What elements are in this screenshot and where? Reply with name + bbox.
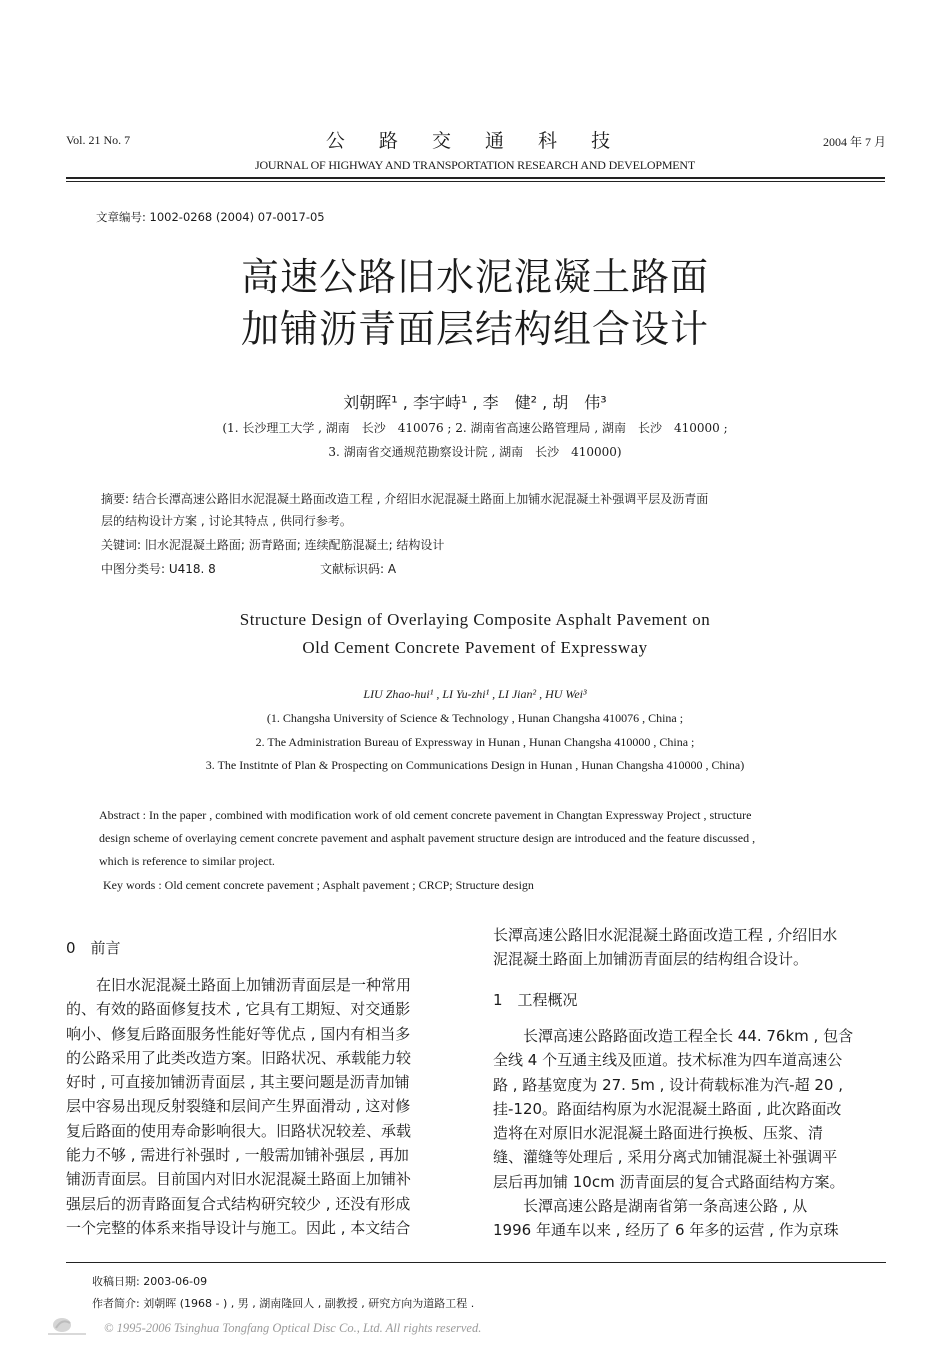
title-cn-line-1: 高速公路旧水泥混凝土路面 xyxy=(240,255,709,299)
body-line: 强层后的沥青路面复合式结构研究较少 , 还没有形成 xyxy=(66,1194,411,1213)
body-line: 1996 年通车以来 , 经历了 6 年多的运营 , 作为京珠 xyxy=(493,1221,839,1240)
body-line: 层后再加铺 10cm 沥青面层的复合式路面结构方案。 xyxy=(493,1172,845,1191)
footnote-rule xyxy=(66,1262,886,1263)
body-line: 铺沥青面层。目前国内对旧水泥混凝土路面上加铺补 xyxy=(66,1170,412,1189)
right-col-continuation xyxy=(493,923,887,972)
title-en-line-2: Old Cement Concrete Pavement of Expressway xyxy=(302,638,648,657)
cnki-logo-icon xyxy=(46,1316,88,1338)
authors-cn: 刘朝晖¹ , 李宇峙¹ , 李 健² , 胡 伟³ xyxy=(343,393,607,412)
body-line: 复后路面的使用寿命影响很大。旧路状况较差、承载 xyxy=(66,1121,412,1140)
header-rule-thin xyxy=(66,181,885,182)
title-cn-line-2: 加铺沥青面层结构组合设计 xyxy=(240,307,709,351)
header-rule-thick xyxy=(66,177,885,179)
authors-en: LIU Zhao-hui¹ , LI Yu-zhi¹ , LI Jian² , HU Wei³ xyxy=(363,687,587,701)
abstract-en-line-2: design scheme of overlaying cement concrete pavement and asphalt pavement structure design are introduced and the feature discussed , xyxy=(99,831,756,845)
body-line: 好时 , 可直接加铺沥青面层 , 其主要问题是沥青加铺 xyxy=(66,1073,410,1092)
affiliation-en-3: 3. The Institnte of Plan & Prospecting on Communications Design in Hunan , Hunan Changsha 410000 , China) xyxy=(205,758,745,772)
affiliation-en-2: 2. The Administration Bureau of Expressway in Hunan , Hunan Changsha 410000 , China ; xyxy=(255,735,695,749)
body-line: 长潭高速公路路面改造工程全长 44. 76km , 包含 xyxy=(493,1027,854,1045)
journal-name-en: JOURNAL OF HIGHWAY AND TRANSPORTATION RESEARCH AND DEVELOPMENT xyxy=(254,158,696,172)
body-line: 泥混凝土路面上加铺沥青面层的结构组合设计。 xyxy=(493,950,809,969)
body-line: 长潭高速公路是湖南省第一条高速公路 , 从 xyxy=(493,1197,808,1216)
body-line: 缝、灌缝等处理后 , 采用分离式加铺混凝土补强调平 xyxy=(493,1148,838,1167)
abstract-en-line-1: Abstract : In the paper , combined with modification work of old cement concrete pavement in Changtan Expressway Project , structure xyxy=(99,808,752,822)
keywords-cn: 关键词: 旧水泥混凝土路面; 沥青路面; 连续配筋混凝土; 结构设计 xyxy=(101,538,445,552)
section-1-body xyxy=(493,1024,887,1243)
body-line: 的公路采用了此类改造方案。旧路状况、承载能力较 xyxy=(66,1048,412,1067)
journal-name-cn: 公 路 交 通 科 技 xyxy=(325,130,625,152)
copyright-notice: © 1995-2006 Tsinghua Tongfang Optical Disc Co., Ltd. All rights reserved. xyxy=(104,1321,482,1335)
section-0-heading: 0 前言 xyxy=(66,939,121,957)
abstract-en-line-3: which is reference to similar project. xyxy=(99,854,275,868)
received-date: 收稿日期: 2003-06-09 xyxy=(92,1275,208,1288)
title-en-line-1: Structure Design of Overlaying Composite Asphalt Pavement on xyxy=(239,610,711,629)
volume-issue: Vol. 21 No. 7 xyxy=(66,133,131,147)
body-line: 在旧水泥混凝土路面上加铺沥青面层是一种常用 xyxy=(66,976,412,994)
section-1-heading: 1 工程概况 xyxy=(493,991,578,1009)
section-0-body xyxy=(66,973,462,1240)
document-code: 文献标识码: A xyxy=(320,562,397,576)
abstract-cn-line-2: 层的结构设计方案 , 讨论其特点 , 供同行参考。 xyxy=(101,514,352,528)
body-line: 能力不够 , 需进行补强时 , 一般需加铺补强层 , 再加 xyxy=(66,1146,409,1165)
body-line: 一个完整的体系来指导设计与施工。因此 , 本文结合 xyxy=(66,1218,411,1237)
affiliation-en-1: (1. Changsha University of Science & Technology , Hunan Changsha 410076 , China ; xyxy=(266,711,684,725)
keywords-en: Key words : Old cement concrete pavement ; Asphalt pavement ; CRCP; Structure design xyxy=(103,878,534,892)
body-line: 长潭高速公路旧水泥混凝土路面改造工程 , 介绍旧水 xyxy=(493,926,838,944)
body-line: 造将在对原旧水泥混凝土路面进行换板、压浆、清 xyxy=(493,1124,824,1143)
body-line: 挂-120。路面结构原为水泥混凝土路面 , 此次路面改 xyxy=(493,1099,842,1118)
author-bio: 作者简介: 刘朝晖 (1968 - ) , 男 , 湖南隆回人 , 副教授 , 研究方向为道路工程 . xyxy=(92,1297,475,1310)
body-line: 层中容易出现反射裂缝和层间产生界面滑动 , 这对修 xyxy=(66,1097,411,1116)
body-line: 响小、修复后路面服务性能好等优点 , 国内有相当多 xyxy=(66,1024,411,1043)
article-number: 文章编号: 1002-0268 (2004) 07-0017-05 xyxy=(96,210,325,224)
affiliation-cn-1: (1. 长沙理工大学 , 湖南 长沙 410076 ; 2. 湖南省高速公路管理局 , 湖南 长沙 410000 ; xyxy=(222,421,728,435)
clc-number: 中图分类号: U418. 8 xyxy=(101,562,216,576)
body-line: 路 , 路基宽度为 27. 5m , 设计荷载标准为汽-超 20 , xyxy=(493,1075,843,1094)
body-line: 全线 4 个互通主线及匝道。技术标准为四车道高速公 xyxy=(493,1051,843,1070)
affiliation-cn-2: 3. 湖南省交通规范勘察设计院 , 湖南 长沙 410000) xyxy=(328,445,622,459)
abstract-cn-line-1: 摘要: 结合长潭高速公路旧水泥混凝土路面改造工程 , 介绍旧水泥混凝土路面上加铺水泥混凝土补强调平层及沥青面 xyxy=(101,492,709,506)
body-line: 的、有效的路面修复技术 , 它具有工期短、对交通影 xyxy=(66,1000,411,1019)
issue-date: 2004 年 7 月 xyxy=(822,135,886,149)
